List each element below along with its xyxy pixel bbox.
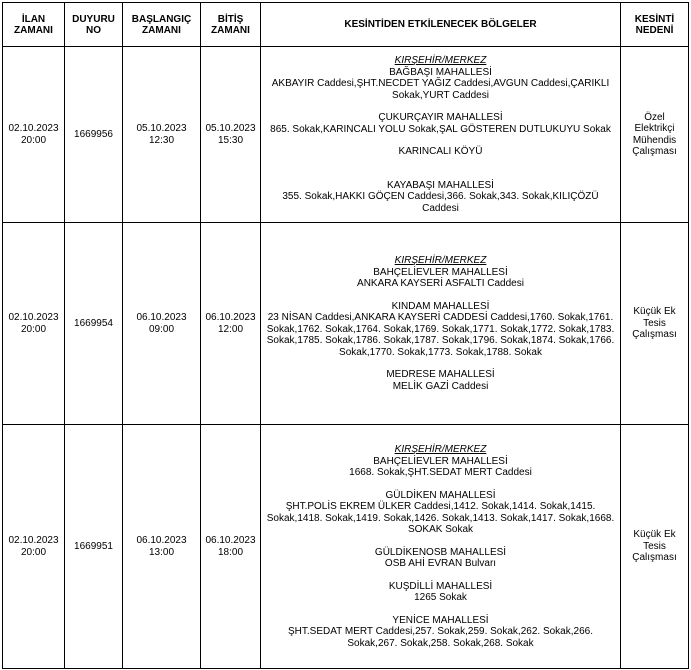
table-header-row bbox=[3, 3, 689, 47]
header-notice-no: DUYURU NO bbox=[65, 3, 123, 47]
header-outage-reason: KESİNTİ NEDENİ bbox=[621, 3, 689, 47]
neighborhood-name: GÜLDİKEN MAHALLESİ bbox=[385, 489, 496, 501]
street-list: ŞHT.SEDAT MERT Caddesi,257. Sokak,259. Sokak,262. Sokak,266. Sokak,267. Sokak,258. Sokak,268. Sokak bbox=[288, 626, 593, 649]
announce-time-cell: 02.10.2023 20:00 bbox=[3, 223, 65, 425]
neighborhood-name: KARINCALI KÖYÜ bbox=[398, 146, 483, 157]
neighborhood-name: ÇUKURÇAYIR MAHALLESİ bbox=[378, 112, 503, 123]
neighborhood-name: KAYABAŞI MAHALLESİ bbox=[387, 179, 494, 191]
table-row bbox=[3, 223, 689, 425]
street-list: MELİK GAZİ Caddesi bbox=[392, 380, 489, 392]
outage-reason-cell: Özel Elektrikçi Mühendis Çalışması bbox=[621, 47, 689, 223]
start-time-cell: 05.10.2023 12:30 bbox=[123, 47, 201, 223]
outage-table bbox=[2, 2, 689, 669]
end-time-cell: 06.10.2023 12:00 bbox=[201, 223, 261, 425]
street-list: AKBAYIR Caddesi,ŞHT.NECDET YAĞIZ Caddesi,AVGUN Caddesi,ÇARIKLI Sokak,YURT Caddesi bbox=[271, 78, 610, 101]
neighborhood-name: BAĞBAŞI MAHALLESİ bbox=[389, 66, 492, 78]
street-list: 23 NİSAN Caddesi,ANKARA KAYSERİ CADDESİ Caddesi,1760. Sokak,1761. Sokak,1762. Sokak,1764. Sokak,1769. Sokak,1771. Sokak,1772. Sokak,1783. Sokak,1785. Sokak,1786. Sokak,1787. Sokak,1796. Sokak,1874. Sokak,1766. Sokak,1770. Sokak,1773. Sokak,1788. Sokak bbox=[266, 312, 615, 358]
table-row bbox=[3, 47, 689, 223]
neighborhood-name: KUŞDİLLİ MAHALLESİ bbox=[388, 580, 493, 592]
notice-no-cell: 1669956 bbox=[65, 47, 123, 223]
neighborhood-name: BAHÇELİEVLER MAHALLESİ bbox=[373, 455, 508, 467]
header-announce-time: İLAN ZAMANI bbox=[3, 3, 65, 47]
header-affected-regions: KESİNTİDEN ETKİLENECEK BÖLGELER bbox=[261, 3, 621, 47]
outage-reason-cell: Küçük Ek Tesis Çalışması bbox=[621, 223, 689, 425]
neighborhood-name: YENİCE MAHALLESİ bbox=[392, 614, 489, 626]
regions-cell bbox=[261, 223, 621, 425]
end-time-cell: 06.10.2023 18:00 bbox=[201, 425, 261, 669]
city-district: KIRŞEHİR/MERKEZ bbox=[394, 55, 487, 66]
announce-time-cell: 02.10.2023 20:00 bbox=[3, 425, 65, 669]
outage-reason-cell: Küçük Ek Tesis Çalışması bbox=[621, 425, 689, 669]
start-time-cell: 06.10.2023 09:00 bbox=[123, 223, 201, 425]
regions-cell bbox=[261, 47, 621, 223]
street-list: ŞHT.POLİS EKREM ÜLKER Caddesi,1412. Sokak,1414. Sokak,1415. Sokak,1418. Sokak,1419. Sokak,1426. Sokak,1413. Sokak,1417. Sokak,1668. SOKAK Sokak bbox=[266, 501, 615, 535]
street-list: ANKARA KAYSERİ ASFALTI Caddesi bbox=[357, 278, 524, 289]
neighborhood-name: MEDRESE MAHALLESİ bbox=[386, 369, 495, 380]
notice-no-cell: 1669951 bbox=[65, 425, 123, 669]
street-list: OSB AHİ EVRAN Bulvarı bbox=[384, 558, 497, 569]
announce-time-cell: 02.10.2023 20:00 bbox=[3, 47, 65, 223]
neighborhood-name: BAHÇELİEVLER MAHALLESİ bbox=[373, 266, 508, 278]
regions-cell bbox=[261, 425, 621, 669]
header-end-time: BİTİŞ ZAMANI bbox=[201, 3, 261, 47]
end-time-cell: 05.10.2023 15:30 bbox=[201, 47, 261, 223]
street-list: 1668. Sokak,ŞHT.SEDAT MERT Caddesi bbox=[349, 467, 532, 478]
neighborhood-name: KINDAM MAHALLESİ bbox=[391, 300, 490, 312]
header-start-time: BAŞLANGIÇ ZAMANI bbox=[123, 3, 201, 47]
street-list: 355. Sokak,HAKKI GÖÇEN Caddesi,366. Sokak,343. Sokak,KILIÇÖZÜ Caddesi bbox=[282, 191, 599, 214]
start-time-cell: 06.10.2023 13:00 bbox=[123, 425, 201, 669]
neighborhood-name: GÜLDİKENOSB MAHALLESİ bbox=[374, 546, 507, 558]
table-row bbox=[3, 425, 689, 669]
city-district: KIRŞEHİR/MERKEZ bbox=[394, 444, 487, 455]
notice-no-cell: 1669954 bbox=[65, 223, 123, 425]
street-list: 1265 Sokak bbox=[414, 592, 467, 603]
street-list: 865. Sokak,KARINCALI YOLU Sokak,ŞAL GÖSTEREN DUTLUKUYU Sokak bbox=[270, 123, 611, 135]
city-district: KIRŞEHİR/MERKEZ bbox=[394, 255, 487, 266]
